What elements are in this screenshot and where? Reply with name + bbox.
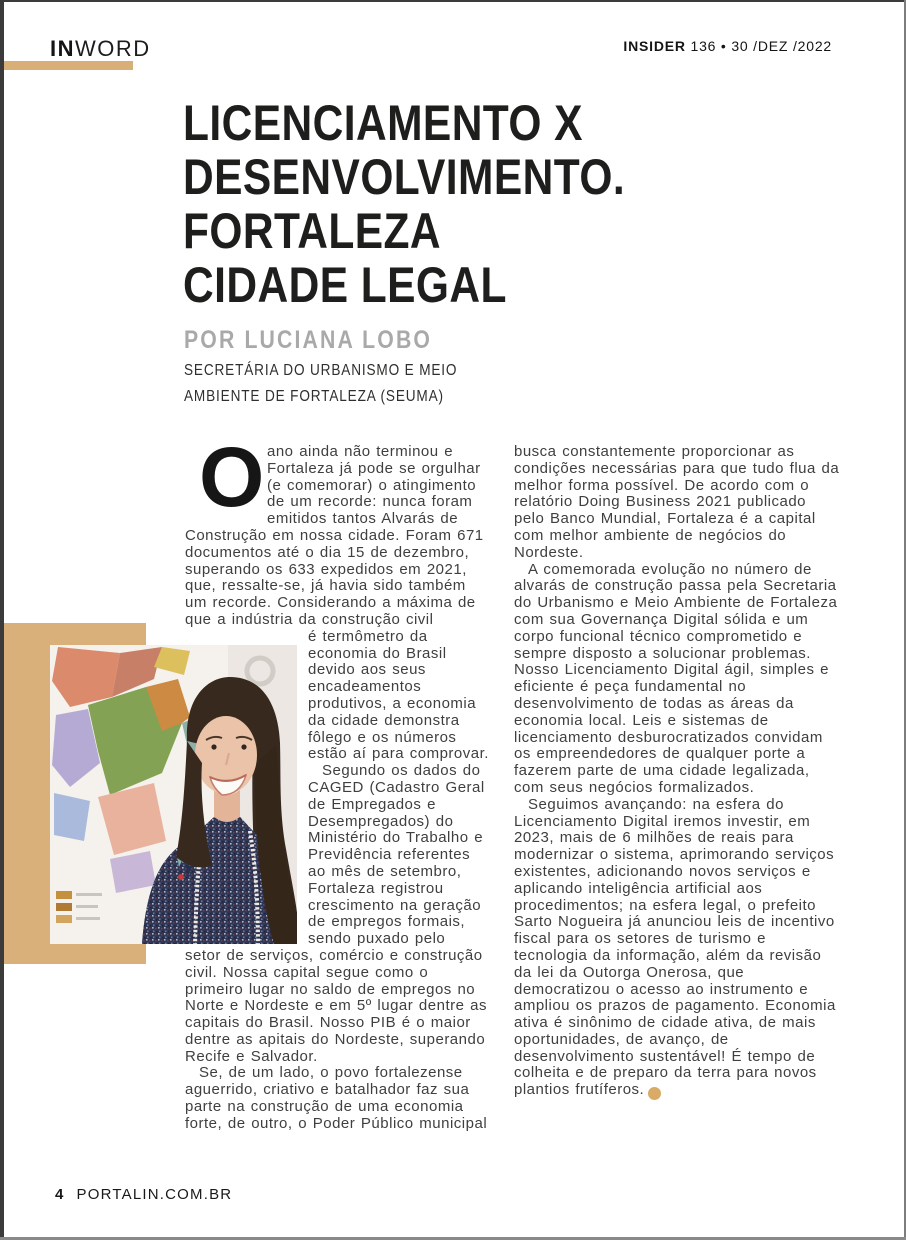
article-column-1: [185, 430, 491, 1133]
issue-number-date: 136 • 30 /DEZ /2022: [690, 38, 832, 54]
section-label: [50, 36, 151, 62]
text-wrap-beside-photo: [308, 629, 491, 948]
paragraph-text: Se, de um lado, o povo fortalezense aguerrido, criativo e batalhador faz sua parte na construção de uma economia forte, de outro, o Poder Público municipal: [185, 1064, 488, 1132]
headline: [183, 96, 625, 312]
paragraph-text: Seguimos avançando: na esfera do Licenciamento Digital iremos investir, em 2023, mais de 6 milhões de reais para modernizar o sistema, aprimorando serviços existentes, adicionando novos serviços e aplicando inteligência artificial aos procedimentos; na esfera legal, o prefeito Sarto Nogueira já anunciou leis de incentivo fiscal para os setores de turismo e tecnologia da informação, além da revisão da lei da Outorga Onerosa, que democratizou o acesso ao instrumento e ampliou os prazos de pagamento. Economia ativa é sinônimo de cidade ativa, de mais oportunidades, de avanço, de desenvolvimento sustentável! É tempo de colheita e de preparo da terra para novos plantios frutíferos.: [514, 795, 836, 1099]
paragraph: [185, 948, 491, 1066]
footer-site: PORTALIN.COM.BR: [76, 1186, 233, 1203]
headline-line: DESENVOLVIMENTO.: [183, 149, 626, 205]
page-border-top: [0, 0, 906, 2]
section-label-light: WORD: [75, 36, 151, 61]
headline-line: FORTALEZA: [183, 203, 442, 259]
page-footer: [55, 1186, 232, 1203]
paragraph-text: A comemorada evolução no número de alvarás de construção passa pela Secretaria do Urbanismo e Meio Ambiente de Fortaleza com sua Governança Digital sólida e um corpo funcional técnico comprometido e sempre disposto a solucionar problemas. Nosso Licenciamento Digital ágil, simples e eficiente é peça fundamental no desenvolvimento de todas as áreas da economia local. Leis e sistemas de licenciamento desburocratizados convidam os empreendedores de qualquer porte a fazerem parte de uma cidade legalizada, com seus negócios formalizados.: [514, 560, 838, 796]
article-column-2: [514, 444, 842, 1100]
paragraph-text: Segundo os dados do CAGED (Cadastro Geral de Empregados e Desempregados) do Ministério do Trabalho e Previdência referentes ao mês de setembro, Fortaleza registrou crescimento na geração de empregos formais, sendo puxado pelo: [308, 762, 485, 948]
byline-role: [184, 358, 457, 409]
magazine-name: INSIDER: [623, 38, 686, 54]
end-of-article-icon: ✱: [648, 1087, 661, 1100]
page-number: 4: [55, 1186, 65, 1203]
byline-role-line: AMBIENTE DE FORTALEZA (SEUMA): [184, 387, 444, 405]
issue-info: [600, 38, 832, 54]
section-accent-bar: [4, 61, 133, 70]
paragraph: [308, 629, 491, 763]
byline-role-line: SECRETÁRIA DO URBANISMO E MEIO: [184, 362, 458, 379]
paragraph: [185, 1065, 491, 1132]
paragraph-text: busca constantemente proporcionar as condições necessárias para que tudo flua da melhor forma possível. De acordo com o relatório Doing Business 2021 publicado pelo Banco Mundial, Fortaleza é a capital com melhor ambiente de negócios do Nordeste.: [514, 443, 840, 561]
paragraph: [514, 562, 842, 797]
paragraph-text: ano ainda não terminou e Fortaleza já pode se orgulhar (e comemorar) o atingimento de um recorde: nunca foram emitidos tantos Alvarás de Construção em nossa cidade. Foram 671 documentos até o dia 15 de dezembro, superando os 633 expedidos em 2021, que, ressalte-se, já havia sido também um recorde. Considerando a máxima de que a indústria da construção civil: [185, 443, 484, 628]
paragraph: [185, 430, 491, 629]
section-label-bold: IN: [50, 36, 75, 61]
paragraph-text: é termômetro da economia do Brasil devido aos seus encadeamentos produtivos, a economia da cidade demonstra fôlego e os números estão aí para comprovar.: [308, 627, 489, 763]
paragraph: [514, 444, 842, 562]
byline: POR LUCIANA LOBO: [184, 326, 433, 354]
headline-line: LICENCIAMENTO X: [183, 95, 583, 151]
paragraph: [308, 763, 491, 948]
drop-cap: O: [199, 430, 265, 524]
headline-line: CIDADE LEGAL: [183, 257, 507, 313]
paragraph-text: setor de serviços, comércio e construção civil. Nossa capital segue como o primeiro lugar no saldo de empregos no Norte e Nordeste e em 5º lugar dentre as capitais do Brasil. Nosso PIB é o maior dentre as apitais do Nordeste, superando Recife e Salvador.: [185, 946, 487, 1065]
paragraph: [514, 797, 842, 1101]
page-border-left: [0, 0, 4, 1240]
